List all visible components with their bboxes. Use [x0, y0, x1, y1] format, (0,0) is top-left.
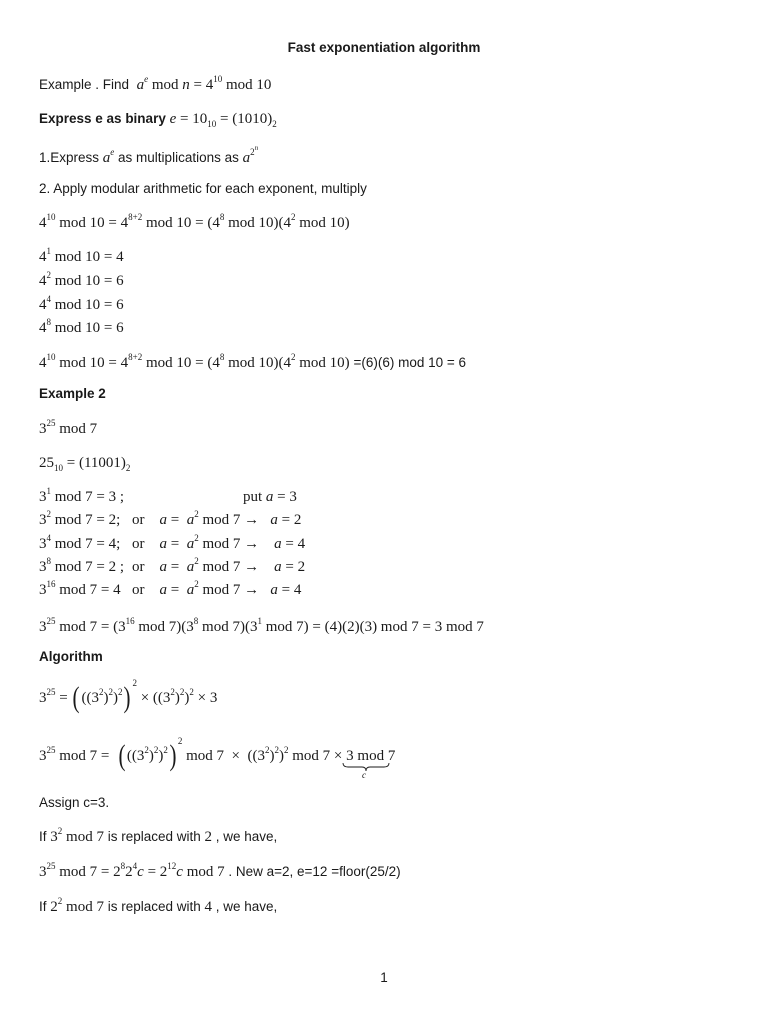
express-binary-label: Express e as binary	[39, 111, 166, 126]
example2-row: $3^8$ mod 7 = 2 ;	[39, 556, 125, 575]
power-row: $4^1$ mod 10 = 4	[39, 246, 124, 265]
example1-result-line: $4^{10}$ mod $10 = 4^{8+2}$ mod $10 = (4^8$ mod $10)(4^2$ mod 10) =(6)(6) mod 10 = 6	[39, 352, 466, 371]
example2-row-right: put a = 3	[243, 489, 297, 505]
example2-row-right: or $a = a^2$ mod 7 → a = 2	[132, 509, 302, 528]
step2-line: 2. Apply modular arithmetic for each exponent, multiply	[39, 181, 367, 196]
example1-find-line: Example . Find $a^e$ mod $n = 4^{10}$ mod 10	[39, 74, 272, 93]
example2-problem: $3^{25}$ mod 7	[39, 418, 98, 437]
algorithm-formula-2: $3^{25}$ mod 7 = ( $((3^2)^2)^2$) $^2$ mod $7 \times ((3^2)^2)^2$ mod 7 × 3 mod 7	[39, 736, 396, 772]
algorithm-heading: Algorithm	[39, 649, 103, 664]
example2-row-right: or $a = a^2$ mod 7 → a = 2	[132, 556, 306, 575]
example2-row: $3^2$ mod 7 = 2;	[39, 509, 121, 528]
algorithm-line-3: $3^{25}$ mod $7 = 2^82^4c = 2^{12}c$ mod 7 . New a=2, e=12 =floor(25/2)	[39, 861, 401, 880]
power-row: $4^8$ mod 10 = 6	[39, 317, 124, 336]
example2-row: $3^1$ mod 7 = 3 ;	[39, 486, 125, 505]
page-number: 1	[380, 970, 388, 985]
underbrace-c: c	[362, 770, 366, 780]
example1-label: Example . Find	[39, 77, 130, 92]
example2-row-right: or $a = a^2$ mod 7 → a = 4	[132, 533, 306, 552]
underbrace-label: 3 mod 7	[346, 748, 396, 764]
step1-line: 1.Express $a^e$ as multiplications as $a^{2^n}$	[39, 144, 259, 166]
example2-row-right: or $a = a^2$ mod 7 → a = 4	[132, 579, 302, 598]
example2-final-line: $3^{25}$ mod $7 = (3^{16}$ mod $7)(3^8$ mod $7)(3^1$ mod 7) = (4)(2)(3) mod 7 = 3 mod 7	[39, 616, 484, 635]
example2-row: $3^{16}$ mod 7 = 4	[39, 579, 121, 598]
example2-row: $3^4$ mod 7 = 4;	[39, 533, 121, 552]
example2-binary: $25_{10} = (11001)_2$	[39, 455, 131, 473]
algorithm-formula-1: $3^{25}$ = ( $((3^2)^2)^2$) $^2 \times ((3^2)^2)^2 \times 3$	[39, 678, 218, 714]
power-row: $4^4$ mod 10 = 6	[39, 294, 124, 313]
express-binary-line: Express e as binary $e = 10_{10} = (1010)_2$	[39, 111, 277, 129]
underbrace-icon	[342, 762, 390, 772]
if-line-2: If $2^2$ mod 7 is replaced with 4 , we have,	[39, 896, 278, 915]
if-line-1: If $3^2$ mod 7 is replaced with 2 , we have,	[39, 826, 278, 845]
page-title: Fast exponentiation algorithm	[287, 40, 481, 55]
example2-heading: Example 2	[39, 386, 106, 401]
expansion-line: $4^{10}$ mod $10 = 4^{8+2}$ mod $10 = (4^8$ mod $10)(4^2$ mod 10)	[39, 212, 350, 231]
power-row: $4^2$ mod 10 = 6	[39, 270, 124, 289]
assign-line: Assign c=3.	[39, 795, 110, 810]
